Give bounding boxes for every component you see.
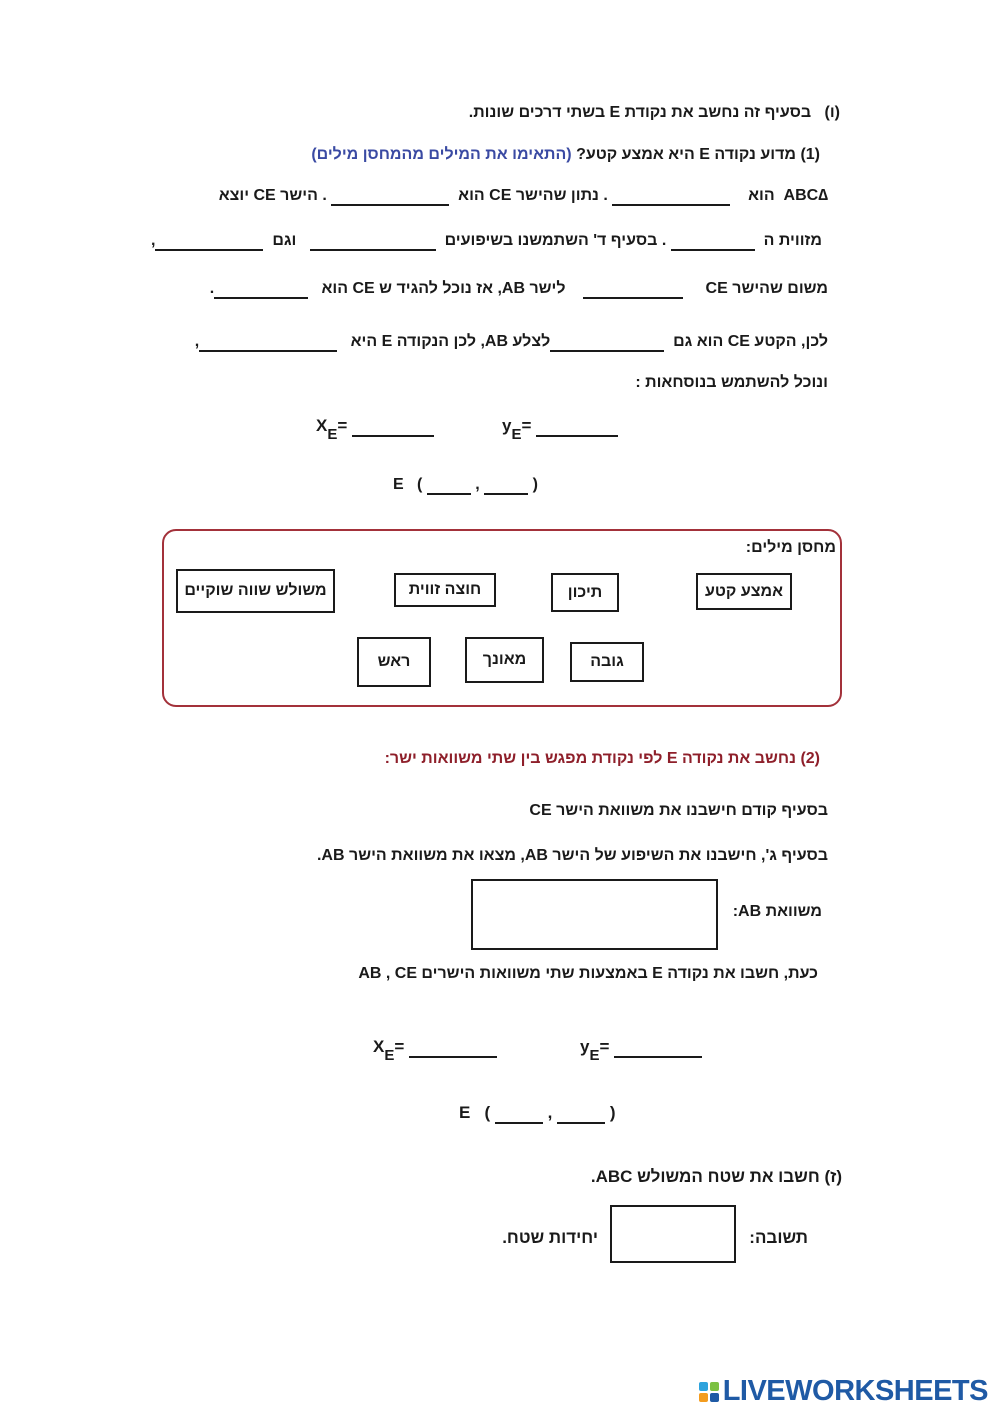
question-z: (ז) חשבו את שטח המשולש ABC. xyxy=(590,1167,842,1186)
word-midpoint[interactable]: אמצע קטע xyxy=(696,573,792,610)
question-2-line-1: בסעיף קודם חישבנו את משוואת הישר CE xyxy=(529,802,828,819)
section-v-intro xyxy=(469,104,840,122)
ye-label-1: $y_E=$ xyxy=(502,416,532,444)
fill-line-2-a: מזווית ה xyxy=(763,232,822,249)
blank-4[interactable] xyxy=(310,233,436,251)
xe-formula-2 xyxy=(373,1037,497,1065)
blank-6[interactable] xyxy=(583,281,683,299)
word-perpendicular[interactable]: מאונך xyxy=(465,637,544,683)
triangle-icon: ∆ xyxy=(818,187,828,204)
point-e-2-name: E xyxy=(459,1103,471,1122)
area-answer-input[interactable] xyxy=(610,1205,736,1263)
logo-mark-icon xyxy=(699,1382,719,1402)
question-1-hint: (התאימו את המילים מהמחסן מילים) xyxy=(311,146,572,163)
ab-equation-label: משוואת AB: xyxy=(732,903,822,920)
fill-line-4 xyxy=(195,333,828,352)
blank-9[interactable] xyxy=(199,334,337,352)
answer-label: תשובה: xyxy=(749,1228,808,1247)
point-e-2-y[interactable] xyxy=(557,1106,605,1124)
point-e-1-open: ( xyxy=(417,476,423,493)
fill-line-1 xyxy=(219,187,828,206)
fill-line-5: ונוכל להשתמש בנוסחאות : xyxy=(635,374,828,391)
brand-name: LIVEWORKSHEETS xyxy=(722,1375,988,1407)
point-e-2-close: ) xyxy=(609,1103,616,1122)
point-e-2-x[interactable] xyxy=(495,1106,543,1124)
question-2-line-2: בסעיף ג', חישבנו את השיפוע של הישר AB, מצאו את משוואת הישר AB. xyxy=(316,847,828,864)
point-e-2-comma: , xyxy=(547,1103,553,1122)
xe-label-1: $X_E=$ xyxy=(316,416,348,444)
fill-line-1-d: . הישר CE יוצא xyxy=(218,187,327,204)
point-e-1-x[interactable] xyxy=(427,477,471,495)
xe-formula-1 xyxy=(316,416,434,444)
question-2-line-3: כעת, חשבו את נקודה E באמצעות שתי משוואות הישרים AB , CE xyxy=(358,965,818,982)
xe-label-2: $X_E=$ xyxy=(373,1037,405,1065)
ye-formula-2 xyxy=(580,1037,702,1065)
fill-line-2-c: וגם xyxy=(272,232,297,249)
word-bank-title: מחסן מילים: xyxy=(745,539,836,556)
section-v-label: (ו) xyxy=(824,104,840,121)
blank-8[interactable] xyxy=(550,334,664,352)
liveworksheets-logo xyxy=(699,1375,988,1408)
blank-7[interactable] xyxy=(214,281,308,299)
fill-line-4-a: לכן, הקטע CE הוא גם xyxy=(673,333,828,350)
point-e-1-name: E xyxy=(393,476,404,493)
fill-line-3-c: . xyxy=(209,280,215,297)
ye-label-2: $y_E=$ xyxy=(580,1037,610,1065)
fill-line-3-b: לישר AB, אז נוכל להגיד ש CE הוא xyxy=(321,280,566,297)
question-1-heading xyxy=(311,146,820,164)
word-angle-bisector[interactable]: חוצה זווית xyxy=(394,573,496,607)
fill-line-4-b: לצלע AB, לכן הנקודה E היא xyxy=(350,333,551,350)
fill-line-2 xyxy=(151,232,822,251)
xe-input-1[interactable] xyxy=(352,419,434,437)
area-units: יחידות שטח. xyxy=(502,1228,598,1247)
point-e-1-close: ) xyxy=(532,476,538,493)
blank-3[interactable] xyxy=(671,233,755,251)
ye-input-1[interactable] xyxy=(536,419,618,437)
word-vertex[interactable]: ראש xyxy=(357,637,431,687)
section-v-intro-text: בסעיף זה נחשב את נקודת E בשתי דרכים שונות. xyxy=(468,104,812,121)
fill-line-2-b: . בסעיף ד' השתמשנו בשיפועים xyxy=(444,232,667,249)
point-e-1 xyxy=(393,476,538,495)
xe-input-2[interactable] xyxy=(409,1040,497,1058)
ye-input-2[interactable] xyxy=(614,1040,702,1058)
ye-formula-1 xyxy=(502,416,618,444)
word-median[interactable]: תיכון xyxy=(551,573,619,612)
fill-line-2-d: , xyxy=(150,232,156,249)
ab-equation-input[interactable] xyxy=(471,879,718,950)
word-isosceles-triangle[interactable]: משולש שווה שוקיים xyxy=(176,569,335,613)
point-e-1-comma: , xyxy=(475,476,480,493)
word-altitude[interactable]: גובה xyxy=(570,642,644,682)
point-e-1-y[interactable] xyxy=(484,477,528,495)
question-2-heading: (2) נחשב את נקודה E לפי נקודת מפגש בין שתי משוואות ישר: xyxy=(384,750,820,767)
fill-line-4-c: , xyxy=(194,333,200,350)
question-1-text: (1) מדוע נקודה E היא אמצע קטע? xyxy=(576,146,820,163)
blank-1[interactable] xyxy=(612,188,730,206)
fill-line-1-c: . נתון שהישר CE הוא xyxy=(458,187,608,204)
point-e-2-open: ( xyxy=(484,1103,491,1122)
blank-2[interactable] xyxy=(331,188,449,206)
point-e-2 xyxy=(459,1103,616,1124)
fill-line-3-a: משום שהישר CE xyxy=(705,280,828,297)
fill-line-3 xyxy=(210,280,828,299)
fill-line-1-b: הוא xyxy=(748,187,775,204)
blank-5[interactable] xyxy=(155,233,263,251)
fill-line-1-a: ABC xyxy=(783,187,819,204)
